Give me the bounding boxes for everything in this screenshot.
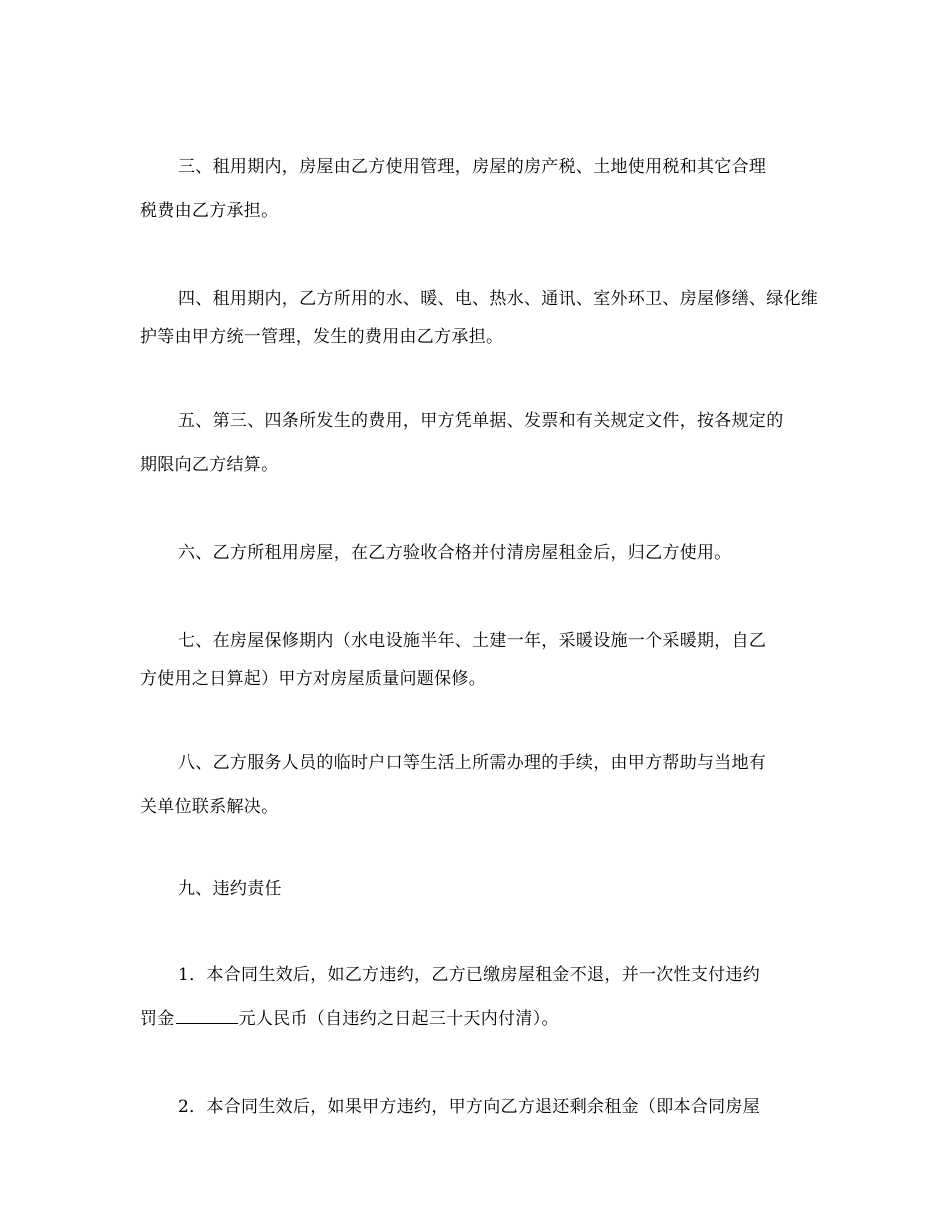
penalty-item-2-line-1: 2．本合同生效后，如果甲方违约，甲方向乙方退还剩余租金（即本合同房屋 bbox=[178, 1097, 761, 1117]
clause-5-line-1: 五、第三、四条所发生的费用，甲方凭单据、发票和有关规定文件，按各规定的 bbox=[178, 411, 784, 431]
clause-8-line-1: 八、乙方服务人员的临时户口等生活上所需办理的手续，由甲方帮助与当地有 bbox=[178, 753, 767, 773]
penalty-item-1-prefix: 罚金 bbox=[140, 1009, 175, 1029]
clause-4-line-2: 护等由甲方统一管理，发生的费用由乙方承担。 bbox=[140, 327, 504, 347]
clause-7-line-2: 方使用之日算起）甲方对房屋质量问题保修。 bbox=[140, 669, 486, 689]
clause-4-line-1: 四、租用期内，乙方所用的水、暖、电、热水、通讯、室外环卫、房屋修缮、绿化维 bbox=[178, 289, 819, 309]
clause-5-line-2: 期限向乙方结算。 bbox=[140, 455, 279, 475]
penalty-item-1-line-1: 1．本合同生效后，如乙方违约，乙方已缴房屋租金不退，并一次性支付违约 bbox=[178, 965, 761, 985]
fill-in-blank-amount[interactable] bbox=[176, 1007, 238, 1024]
clause-7-line-1: 七、在房屋保修期内（水电设施半年、土建一年，采暖设施一个采暖期，自乙 bbox=[178, 631, 767, 651]
clause-9-heading: 九、违约责任 bbox=[178, 879, 282, 899]
penalty-item-1-suffix: 元人民币（自违约之日起三十天内付清）。 bbox=[238, 1009, 559, 1029]
clause-3-line-2: 税费由乙方承担。 bbox=[140, 201, 279, 221]
clause-8-line-2: 关单位联系解决。 bbox=[140, 797, 279, 817]
penalty-item-1-line-2 bbox=[140, 1007, 559, 1031]
clause-6-line-1: 六、乙方所租用房屋，在乙方验收合格并付清房屋租金后，归乙方使用。 bbox=[178, 543, 732, 563]
clause-3-line-1: 三、租用期内，房屋由乙方使用管理，房屋的房产税、土地使用税和其它合理 bbox=[178, 157, 767, 177]
